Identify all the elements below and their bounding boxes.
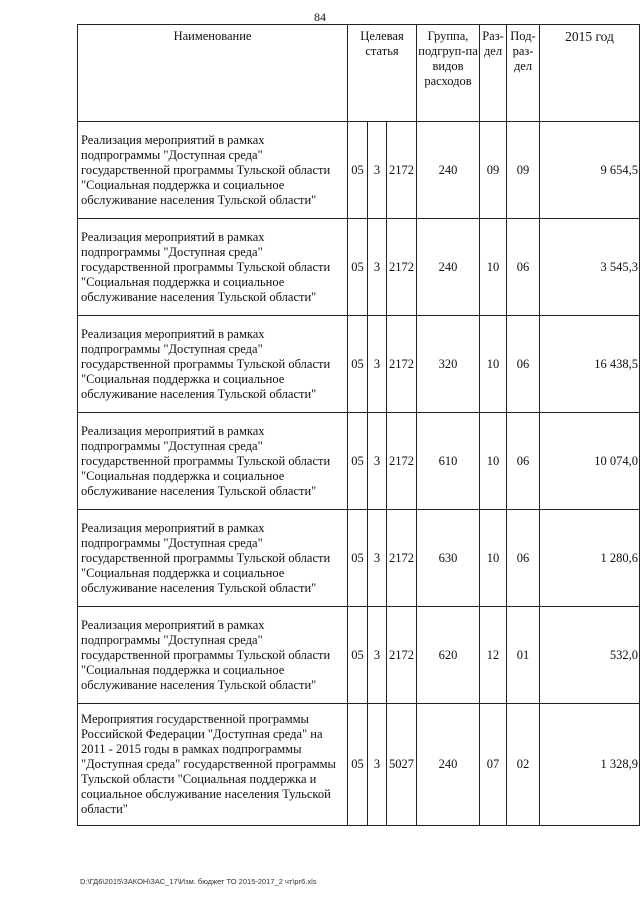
header-year: 2015 год bbox=[540, 25, 640, 122]
article-part-2: 3 bbox=[368, 704, 387, 826]
row-name: Реализация мероприятий в рамках подпрограммы "Доступная среда" государственной программы Тульской области "Социальная поддержка и социальное обслуживание населения Тульской области" bbox=[78, 219, 348, 316]
section-code: 10 bbox=[480, 413, 507, 510]
section-code: 07 bbox=[480, 704, 507, 826]
expense-group: 620 bbox=[417, 607, 480, 704]
section-code: 10 bbox=[480, 316, 507, 413]
row-name: Мероприятия государственной программы Российской Федерации "Доступная среда" на 2011 - 2015 годы в рамках подпрограммы "Доступная среда" государственной программы Тульской области "Социальная поддержка и социальное обслуживание населения Тульской области" bbox=[78, 704, 348, 826]
section-code: 10 bbox=[480, 510, 507, 607]
article-part-3: 5027 bbox=[387, 704, 417, 826]
expense-group: 240 bbox=[417, 122, 480, 219]
article-part-1: 05 bbox=[348, 316, 368, 413]
subsection-code: 06 bbox=[507, 316, 540, 413]
article-part-2: 3 bbox=[368, 413, 387, 510]
row-name: Реализация мероприятий в рамках подпрограммы "Доступная среда" государственной программы Тульской области "Социальная поддержка и социальное обслуживание населения Тульской области" bbox=[78, 316, 348, 413]
table-row bbox=[78, 704, 640, 826]
expense-group: 610 bbox=[417, 413, 480, 510]
article-part-1: 05 bbox=[348, 704, 368, 826]
file-path-footer: D:\ГД6\2015\ЗАКОН\ЗАС_17\Изм. бюджет ТО 2015-2017_2 чт\pr6.xls bbox=[80, 877, 317, 886]
article-part-2: 3 bbox=[368, 607, 387, 704]
amount-2015: 16 438,5 bbox=[540, 316, 640, 413]
table-row bbox=[78, 219, 640, 316]
article-part-1: 05 bbox=[348, 413, 368, 510]
article-part-2: 3 bbox=[368, 219, 387, 316]
expense-group: 240 bbox=[417, 704, 480, 826]
article-part-2: 3 bbox=[368, 122, 387, 219]
article-part-2: 3 bbox=[368, 316, 387, 413]
budget-table bbox=[77, 24, 640, 826]
article-part-3: 2172 bbox=[387, 219, 417, 316]
table-header-row bbox=[78, 25, 640, 122]
subsection-code: 09 bbox=[507, 122, 540, 219]
section-code: 09 bbox=[480, 122, 507, 219]
article-part-1: 05 bbox=[348, 510, 368, 607]
row-name: Реализация мероприятий в рамках подпрограммы "Доступная среда" государственной программы Тульской области "Социальная поддержка и социальное обслуживание населения Тульской области" bbox=[78, 607, 348, 704]
article-part-3: 2172 bbox=[387, 510, 417, 607]
row-name: Реализация мероприятий в рамках подпрограммы "Доступная среда" государственной программы Тульской области "Социальная поддержка и социальное обслуживание населения Тульской области" bbox=[78, 122, 348, 219]
header-name: Наименование bbox=[78, 25, 348, 122]
header-group: Группа, подгруп-па видов расходов bbox=[417, 25, 480, 122]
article-part-2: 3 bbox=[368, 510, 387, 607]
amount-2015: 1 280,6 bbox=[540, 510, 640, 607]
expense-group: 630 bbox=[417, 510, 480, 607]
table-row bbox=[78, 510, 640, 607]
amount-2015: 9 654,5 bbox=[540, 122, 640, 219]
article-part-3: 2172 bbox=[387, 122, 417, 219]
subsection-code: 06 bbox=[507, 219, 540, 316]
table-row bbox=[78, 316, 640, 413]
subsection-code: 02 bbox=[507, 704, 540, 826]
expense-group: 320 bbox=[417, 316, 480, 413]
amount-2015: 532,0 bbox=[540, 607, 640, 704]
header-section: Раз-дел bbox=[480, 25, 507, 122]
section-code: 12 bbox=[480, 607, 507, 704]
page-number: 84 bbox=[314, 10, 326, 24]
article-part-3: 2172 bbox=[387, 607, 417, 704]
expense-group: 240 bbox=[417, 219, 480, 316]
article-part-1: 05 bbox=[348, 122, 368, 219]
section-code: 10 bbox=[480, 219, 507, 316]
article-part-1: 05 bbox=[348, 607, 368, 704]
amount-2015: 3 545,3 bbox=[540, 219, 640, 316]
subsection-code: 01 bbox=[507, 607, 540, 704]
subsection-code: 06 bbox=[507, 413, 540, 510]
article-part-1: 05 bbox=[348, 219, 368, 316]
row-name: Реализация мероприятий в рамках подпрограммы "Доступная среда" государственной программы Тульской области "Социальная поддержка и социальное обслуживание населения Тульской области" bbox=[78, 413, 348, 510]
header-subsection: Под-раз-дел bbox=[507, 25, 540, 122]
row-name: Реализация мероприятий в рамках подпрограммы "Доступная среда" государственной программы Тульской области "Социальная поддержка и социальное обслуживание населения Тульской области" bbox=[78, 510, 348, 607]
header-target-article: Целевая статья bbox=[348, 25, 417, 122]
table-row bbox=[78, 607, 640, 704]
table-row bbox=[78, 413, 640, 510]
amount-2015: 10 074,0 bbox=[540, 413, 640, 510]
article-part-3: 2172 bbox=[387, 316, 417, 413]
table-row bbox=[78, 122, 640, 219]
subsection-code: 06 bbox=[507, 510, 540, 607]
article-part-3: 2172 bbox=[387, 413, 417, 510]
amount-2015: 1 328,9 bbox=[540, 704, 640, 826]
